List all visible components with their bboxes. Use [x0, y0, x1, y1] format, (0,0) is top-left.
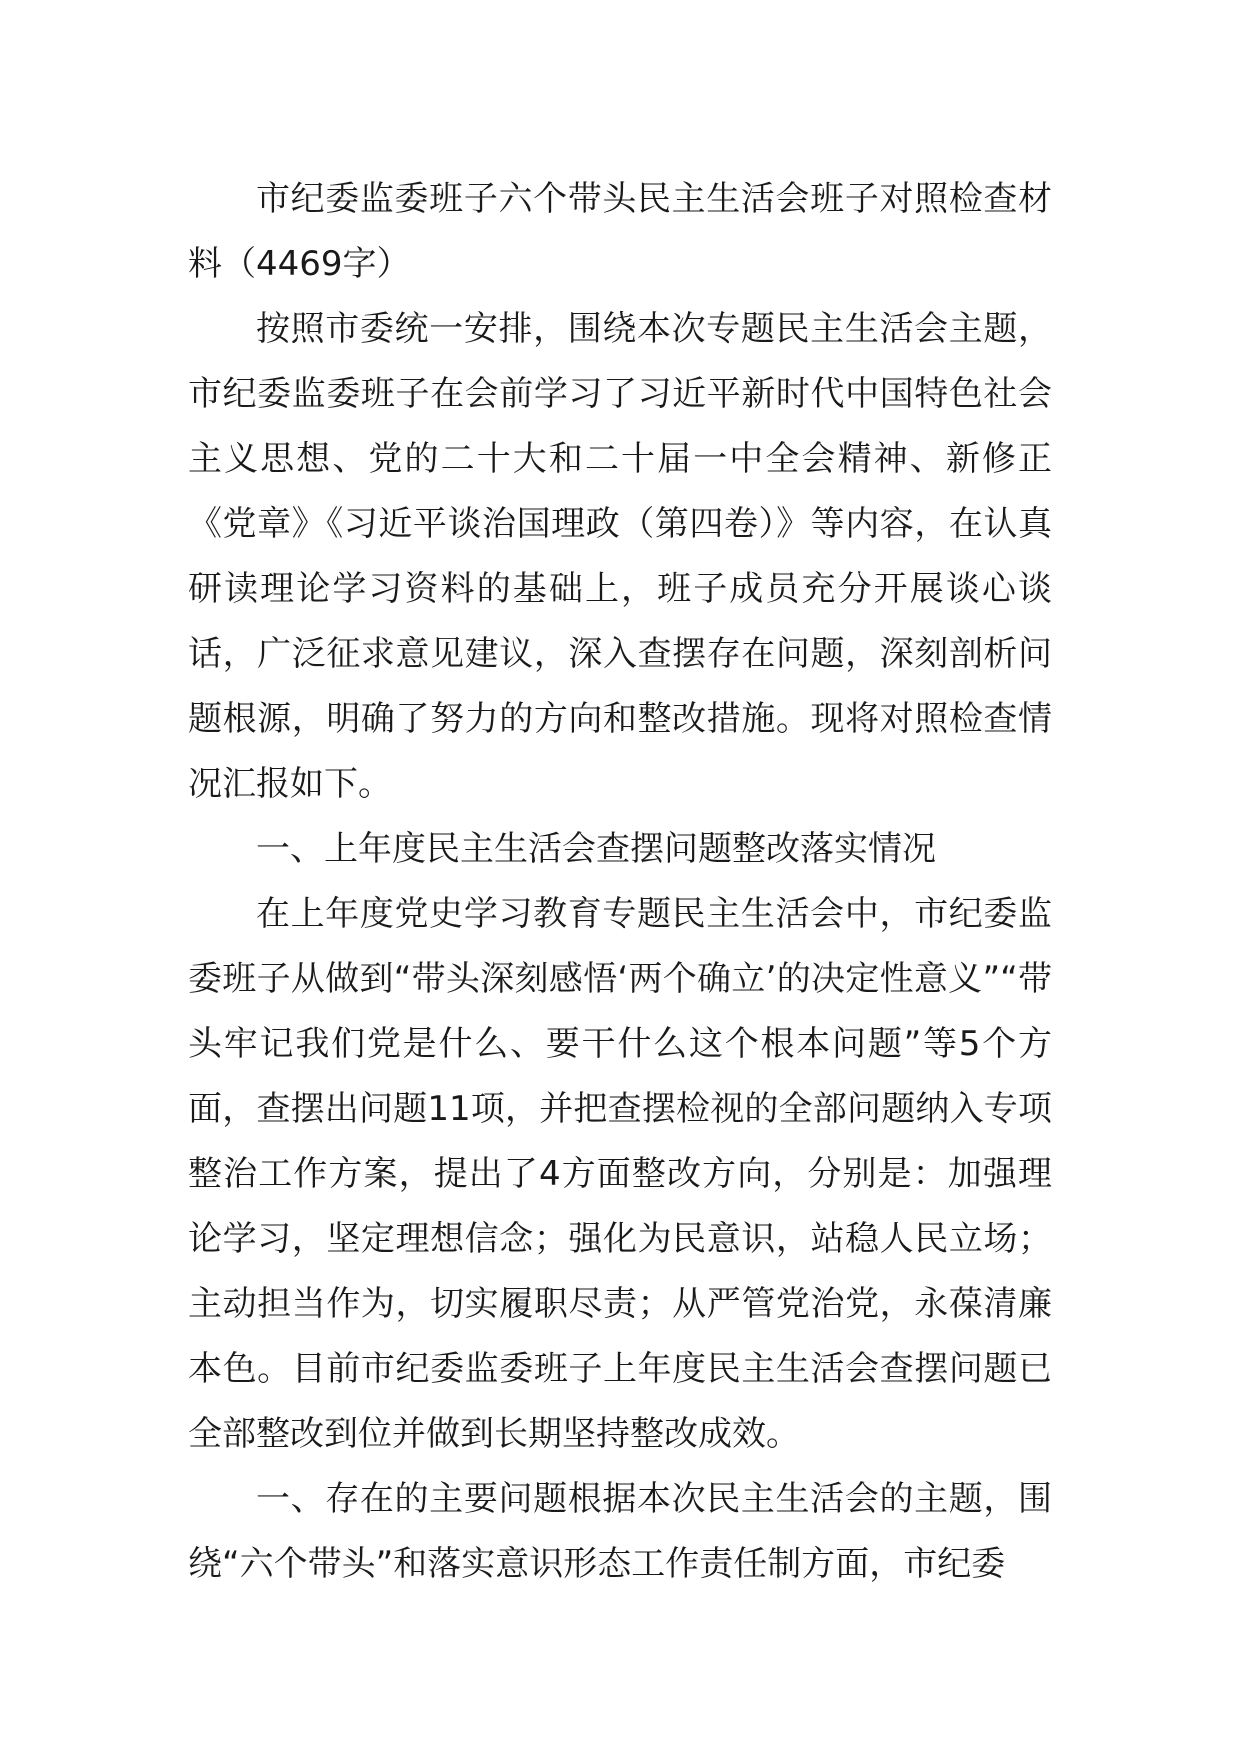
- paragraph-main-problems: 一、存在的主要问题根据本次民主生活会的主题，围绕“六个带头”和落实意识形态工作责任制方面，市纪委: [188, 1479, 1052, 1584]
- paragraph-rectification: 在上年度党史学习教育专题民主生活会中，市纪委监委班子从做到“带头深刻感悟‘两个确立’的决定性意义”“带头牢记我们党是什么、要干什么这个根本问题”等5个方面，查摆出问题11项，并把查摆检视的全部问题纳入专项整治工作方案，提出了4方面整改方向，分别是：加强理论学习，坚定理想信念；强化为民意识，站稳人民立场；主动担当作为，切实履职尽责；从严管党治党，永葆清廉本色。目前市纪委监委班子上年度民主生活会查摆问题已全部整改到位并做到长期坚持整改成效。: [188, 894, 1052, 1454]
- section-heading-rectification: 一、上年度民主生活会查摆问题整改落实情况: [256, 829, 936, 869]
- document-title: 市纪委监委班子六个带头民主生活会班子对照检查材料（4469字）: [188, 179, 1052, 284]
- document-body: [188, 167, 1052, 1597]
- paragraph-intro: 按照市委统一安排，围绕本次专题民主生活会主题，市纪委监委班子在会前学习了习近平新时代中国特色社会主义思想、党的二十大和二十届一中全会精神、新修正《党章》《习近平谈治国理政（第四卷）》等内容，在认真研读理论学习资料的基础上，班子成员充分开展谈心谈话，广泛征求意见建议，深入查摆存在问题，深刻剖析问题根源，明确了努力的方向和整改措施。现将对照检查情况汇报如下。: [188, 309, 1052, 804]
